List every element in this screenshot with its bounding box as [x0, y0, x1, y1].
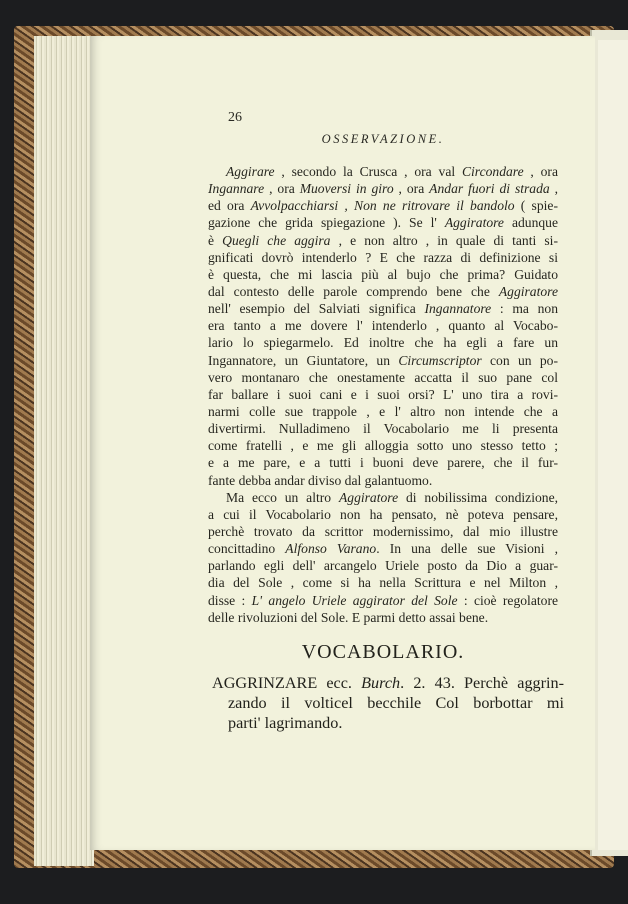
text-line	[208, 232, 558, 249]
body-text	[208, 163, 558, 626]
text-segment: con un po-	[481, 352, 558, 368]
text-line	[208, 506, 558, 523]
text-segment: , ora	[264, 181, 300, 197]
text-line	[208, 369, 558, 386]
text-line	[208, 557, 558, 574]
text-segment: adunque	[503, 215, 558, 231]
italic-text: Aggiratore	[444, 215, 504, 231]
text-segment: zando il volticel becchile Col borbottar mi	[228, 694, 564, 712]
text-line	[208, 437, 558, 454]
text-line	[208, 180, 558, 197]
text-line	[208, 352, 558, 369]
italic-text: Andar fuori di strada	[429, 181, 550, 197]
text-segment: divertirmi. Nulladimeno il Vocabolario me li presenta	[208, 421, 558, 437]
text-segment: : ma non	[491, 301, 558, 317]
text-segment: delle rivoluzioni del Sole. E parmi detto assai bene.	[208, 609, 489, 625]
italic-text: Avvolpacchiarsi , Non ne ritrovare il bandolo	[250, 198, 515, 214]
text-segment: dia del Sole , come si ha nella Scrittura e nel Milton ,	[208, 575, 558, 591]
page-stack-edge	[34, 36, 94, 866]
text-line	[208, 317, 558, 334]
section-title: OSSERVAZIONE.	[321, 132, 445, 146]
text-segment: a cui il Vocabolario non ha pensato, nè poteva pensare,	[208, 506, 558, 522]
italic-text: Circumscriptor	[398, 352, 482, 368]
text-segment: disse :	[208, 592, 252, 608]
text-line	[212, 673, 564, 693]
text-line	[208, 574, 558, 591]
text-line	[208, 540, 558, 557]
text-segment: parti' lagrimando.	[228, 714, 343, 732]
text-segment: parlando egli dell' arcangelo Uriele posto da Dio a guar-	[208, 558, 558, 574]
italic-text: Ingannare	[208, 181, 265, 197]
text-segment: è questa, che mi lascia più al bujo che prima? Guidato	[208, 266, 558, 282]
text-line	[208, 214, 558, 231]
text-line	[208, 249, 558, 266]
text-line	[208, 523, 558, 540]
text-segment: dal contesto delle parole comprendo bene che	[208, 283, 499, 299]
italic-text: Quegli che aggira	[222, 232, 331, 248]
text-line	[208, 334, 558, 351]
text-segment: , e non altro , in quale di tanti si-	[330, 232, 558, 248]
text-line	[208, 403, 558, 420]
text-segment: e a me pare, e a tutti i buoni deve parere, che il fur-	[208, 455, 558, 471]
right-page-edge	[598, 40, 628, 850]
text-line	[208, 197, 558, 214]
text-segment: . 2. 43. Perchè aggrin-	[400, 674, 564, 692]
text-line	[208, 609, 558, 626]
italic-text: Muoversi in giro	[299, 181, 394, 197]
text-segment: gnificati dovrò intenderlo ? E che razza di definizione si	[208, 249, 558, 265]
text-line	[208, 489, 558, 506]
text-segment: : cioè regolatore	[457, 592, 558, 608]
text-line	[208, 472, 558, 489]
italic-text: Circondare	[461, 164, 524, 179]
text-segment: AGGRINZARE ecc.	[212, 674, 362, 692]
text-segment: ed ora	[208, 198, 251, 214]
text-segment: perchè trovato da scrittor modernissimo, dal mio illustre	[208, 523, 558, 539]
italic-text: Ingannatore	[424, 301, 492, 317]
text-segment: come fratelli , e me gli alloggia sotto uno stesso tetto ;	[208, 438, 558, 454]
text-line	[208, 454, 558, 471]
text-segment: , ora	[523, 164, 558, 179]
text-segment: Ma ecco un altro	[226, 489, 339, 505]
text-segment: è	[208, 232, 223, 248]
text-line	[212, 713, 564, 733]
text-line	[208, 266, 558, 283]
text-segment: , ora	[393, 181, 430, 197]
text-segment: narmi colle sue trappole , e l' altro non intende che a	[208, 403, 558, 419]
text-segment: ,	[549, 181, 559, 197]
text-segment: concittadino	[208, 541, 286, 557]
text-segment: fante debba andar diviso dal galantuomo.	[208, 472, 433, 488]
text-segment: di nobilissima condizione,	[398, 489, 558, 505]
text-segment: far ballare i suoi cani e i suoi orsi? L' uno tira a rovi-	[208, 386, 558, 402]
text-segment: , secondo la Crusca , ora val	[274, 164, 462, 179]
dictionary-entry	[212, 673, 564, 733]
text-line	[208, 386, 558, 403]
text-segment: Ingannatore, un Giuntatore, un	[208, 352, 399, 368]
text-segment: nell' esempio del Salviati significa	[208, 301, 425, 317]
italic-text: Aggiratore	[338, 489, 399, 505]
text-segment: ( spie-	[514, 198, 558, 214]
text-line	[208, 283, 558, 300]
italic-text: Burch	[361, 674, 401, 692]
page-number: 26	[228, 110, 242, 125]
text-line	[208, 163, 558, 180]
text-line	[208, 592, 558, 609]
italic-text: Aggirare	[226, 164, 275, 179]
italic-text: Aggiratore	[498, 283, 558, 299]
text-segment: vero montanaro che onestamente accatta il suo pane col	[208, 369, 558, 385]
text-segment: gazione che grida spiegazione ). Se l'	[208, 215, 445, 231]
text-line	[208, 420, 558, 437]
italic-text: Alfonso Varano	[285, 541, 377, 557]
italic-text: L' angelo Uriele aggirator del Sole	[251, 592, 458, 608]
vocabolario-heading: VOCABOLARIO.	[301, 641, 465, 663]
text-line	[208, 300, 558, 317]
text-segment: lario lo spiegarmelo. Ed inoltre che ha egli a fare un	[208, 335, 558, 351]
text-segment: era tanto a me dovere l' intenderlo , quanto al Vocabo-	[208, 318, 558, 334]
text-line	[212, 693, 564, 713]
text-segment: . In una delle sue Visioni ,	[376, 541, 558, 557]
